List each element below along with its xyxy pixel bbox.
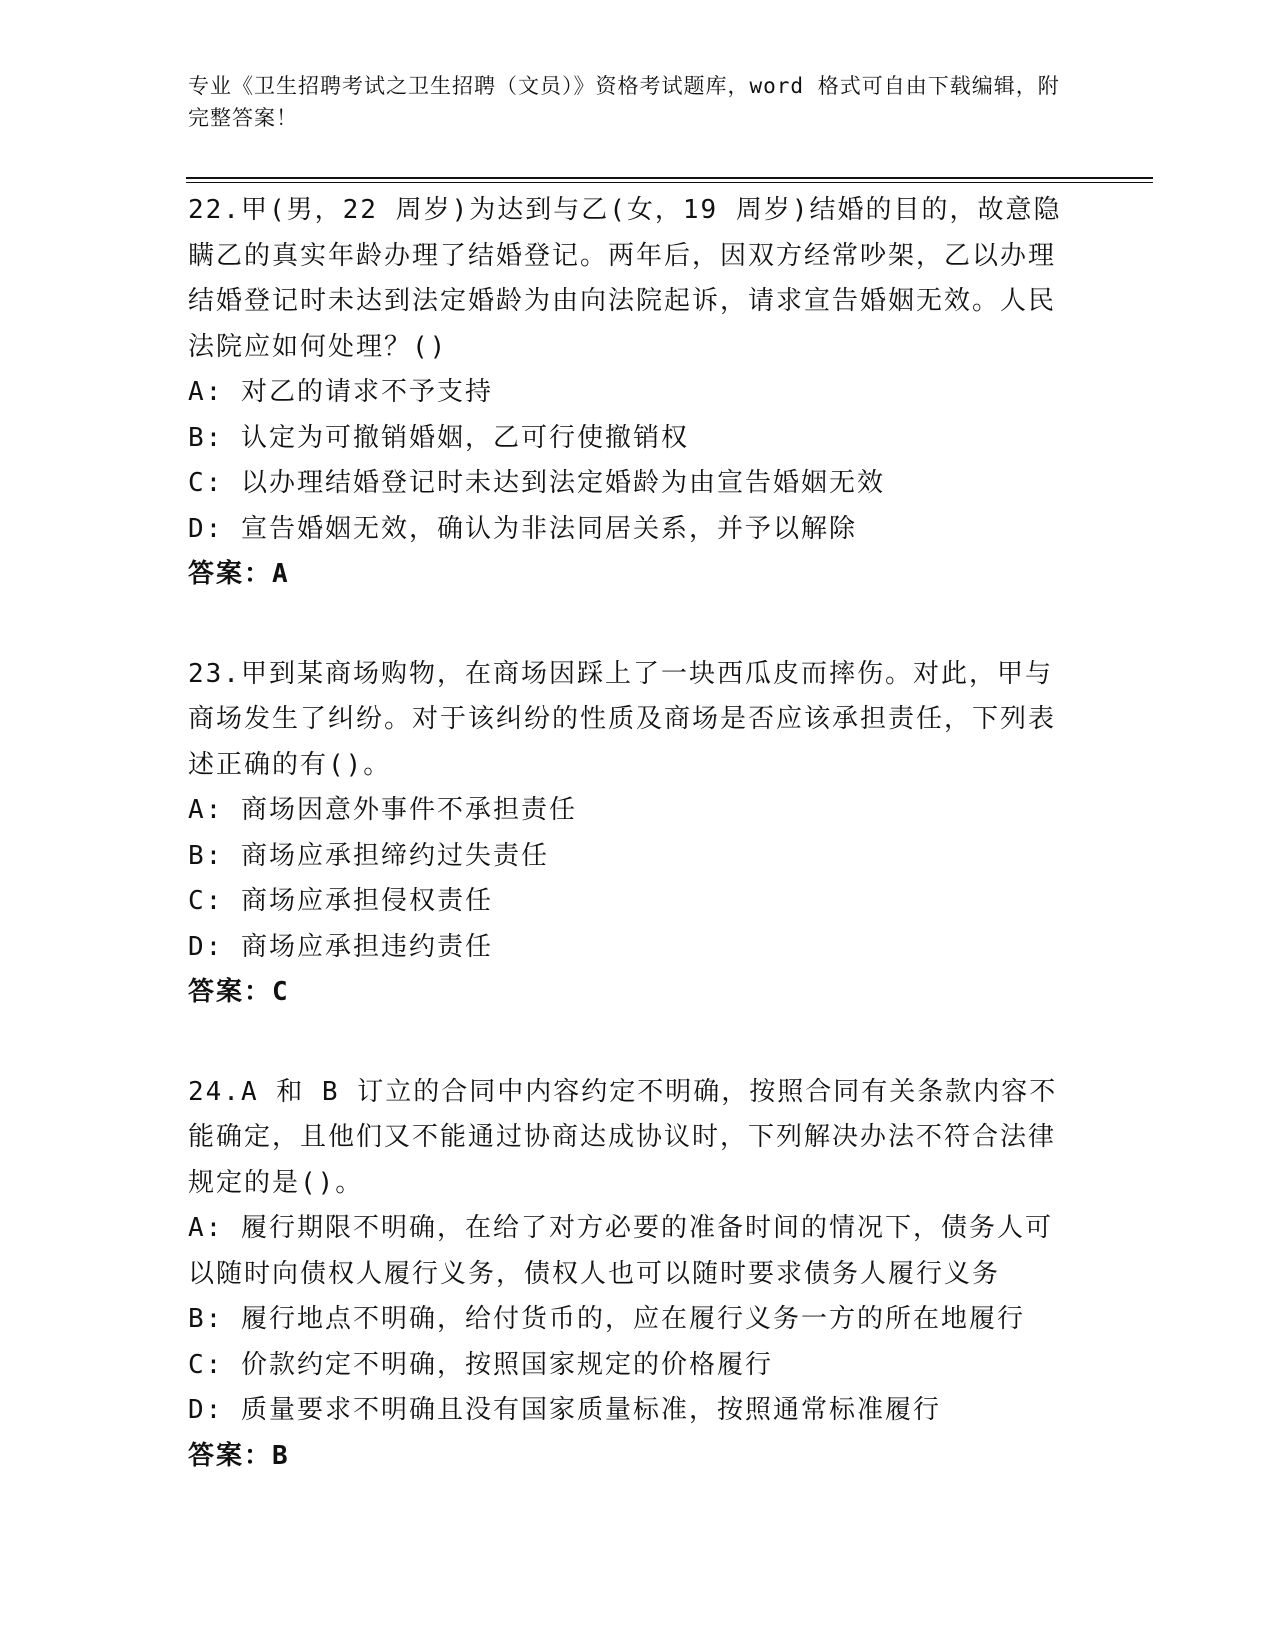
question-24 <box>188 1070 1078 1480</box>
header-rule-thick <box>186 177 1153 179</box>
option-d: D: 宣告婚姻无效，确认为非法同居关系，并予以解除 <box>188 513 857 544</box>
option-d: D: 商场应承担违约责任 <box>188 931 493 962</box>
option-c: C: 商场应承担侵权责任 <box>188 886 493 916</box>
option-c: C: 价款约定不明确，按照国家规定的价格履行 <box>188 1349 773 1380</box>
document-header: 专业《卫生招聘考试之卫生招聘（文员）》资格考试题库，word 格式可自由下载编辑，附完整答案！ <box>188 74 1060 130</box>
answer-label: 答案：B <box>188 1440 290 1471</box>
option-b: B: 商场应承担缔约过失责任 <box>188 840 549 871</box>
header-rule-thin <box>186 182 1153 183</box>
answer-label: 答案：C <box>188 977 290 1007</box>
question-stem: 23.甲到某商场购物，在商场因踩上了一块西瓜皮而摔伤。对此，甲与商场发生了纠纷。对于该纠纷的性质及商场是否应该承担责任，下列表述正确的有()。 <box>188 658 1057 780</box>
question-23 <box>188 652 1078 1016</box>
option-a: A: 商场因意外事件不承担责任 <box>188 795 577 825</box>
option-a: A: 对乙的请求不予支持 <box>188 377 493 407</box>
option-d: D: 质量要求不明确且没有国家质量标准，按照通常标准履行 <box>188 1395 941 1425</box>
question-stem: 22.甲(男，22 周岁)为达到与乙(女，19 周岁)结婚的目的，故意隐瞒乙的真实年龄办理了结婚登记。两年后，因双方经常吵架，乙以办理结婚登记时未达到法定婚龄为由向法院起诉，请求宣告婚姻无效。人民法院应如何处理？() <box>188 195 1062 362</box>
question-22 <box>188 188 1078 598</box>
question-stem: 24.A 和 B 订立的合同中内容约定不明确，按照合同有关条款内容不能确定，且他们又不能通过协商达成协议时，下列解决办法不符合法律规定的是()。 <box>188 1076 1058 1198</box>
option-a: A: 履行期限不明确，在给了对方必要的准备时间的情况下，债务人可以随时向债权人履行义务，债权人也可以随时要求债务人履行义务 <box>188 1213 1053 1289</box>
option-b: B: 履行地点不明确，给付货币的，应在履行义务一方的所在地履行 <box>188 1304 1025 1334</box>
option-c: C: 以办理结婚登记时未达到法定婚龄为由宣告婚姻无效 <box>188 468 885 498</box>
option-b: B: 认定为可撤销婚姻，乙可行使撤销权 <box>188 422 689 453</box>
question-list <box>188 188 1078 1533</box>
answer-label: 答案：A <box>188 559 290 589</box>
